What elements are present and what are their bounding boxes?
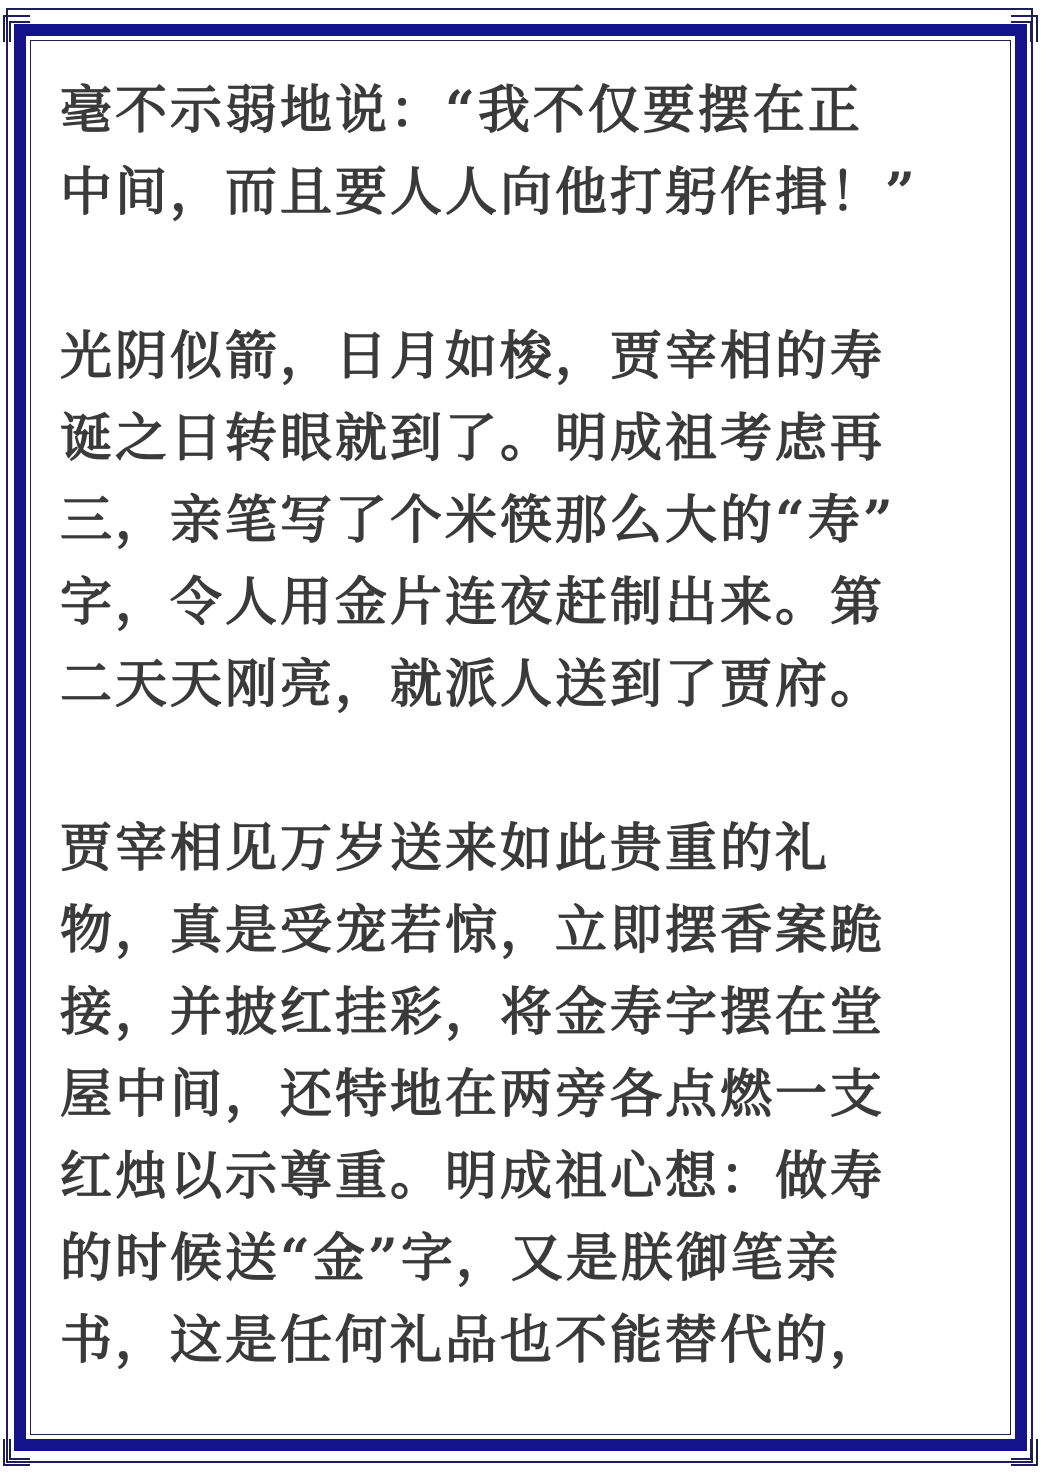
paragraph bbox=[60, 70, 995, 234]
text-line: 三，亲笔写了个米筷那么大的“寿” bbox=[60, 490, 896, 551]
text-line: 贾宰相见万岁送来如此贵重的礼 bbox=[60, 818, 831, 879]
corner-ornament-top-left bbox=[2, 14, 32, 44]
paragraph bbox=[60, 808, 995, 1382]
text-line: 接，并披红挂彩，将金寿字摆在堂 bbox=[60, 982, 886, 1043]
corner-ornament-bottom-left bbox=[2, 1437, 32, 1467]
text-line: 中间，而且要人人向他打躬作揖！” bbox=[60, 162, 918, 223]
paragraph-spacer bbox=[60, 726, 995, 808]
paragraph bbox=[60, 316, 995, 726]
text-line: 的时候送“金”字，又是朕御笔亲 bbox=[60, 1228, 841, 1289]
paragraph-spacer bbox=[60, 234, 995, 316]
text-line: 屋中间，还特地在两旁各点燃一支 bbox=[60, 1064, 886, 1125]
text-line: 书，这是任何礼品也不能替代的， bbox=[60, 1310, 886, 1371]
text-line: 毫不示弱地说：“我不仅要摆在正 bbox=[60, 80, 863, 141]
text-line: 光阴似箭，日月如梭，贾宰相的寿 bbox=[60, 326, 886, 387]
document-body bbox=[60, 70, 995, 1382]
text-line: 红烛以示尊重。明成祖心想：做寿 bbox=[60, 1146, 886, 1207]
text-line: 二天天刚亮，就派人送到了贾府。 bbox=[60, 654, 886, 715]
text-line: 字，令人用金片连夜赶制出来。第 bbox=[60, 572, 886, 633]
text-line: 诞之日转眼就到了。明成祖考虑再 bbox=[60, 408, 886, 469]
corner-ornament-bottom-right bbox=[1009, 1437, 1039, 1467]
text-line: 物，真是受宠若惊，立即摆香案跪 bbox=[60, 900, 886, 961]
corner-ornament-top-right bbox=[1009, 14, 1039, 44]
